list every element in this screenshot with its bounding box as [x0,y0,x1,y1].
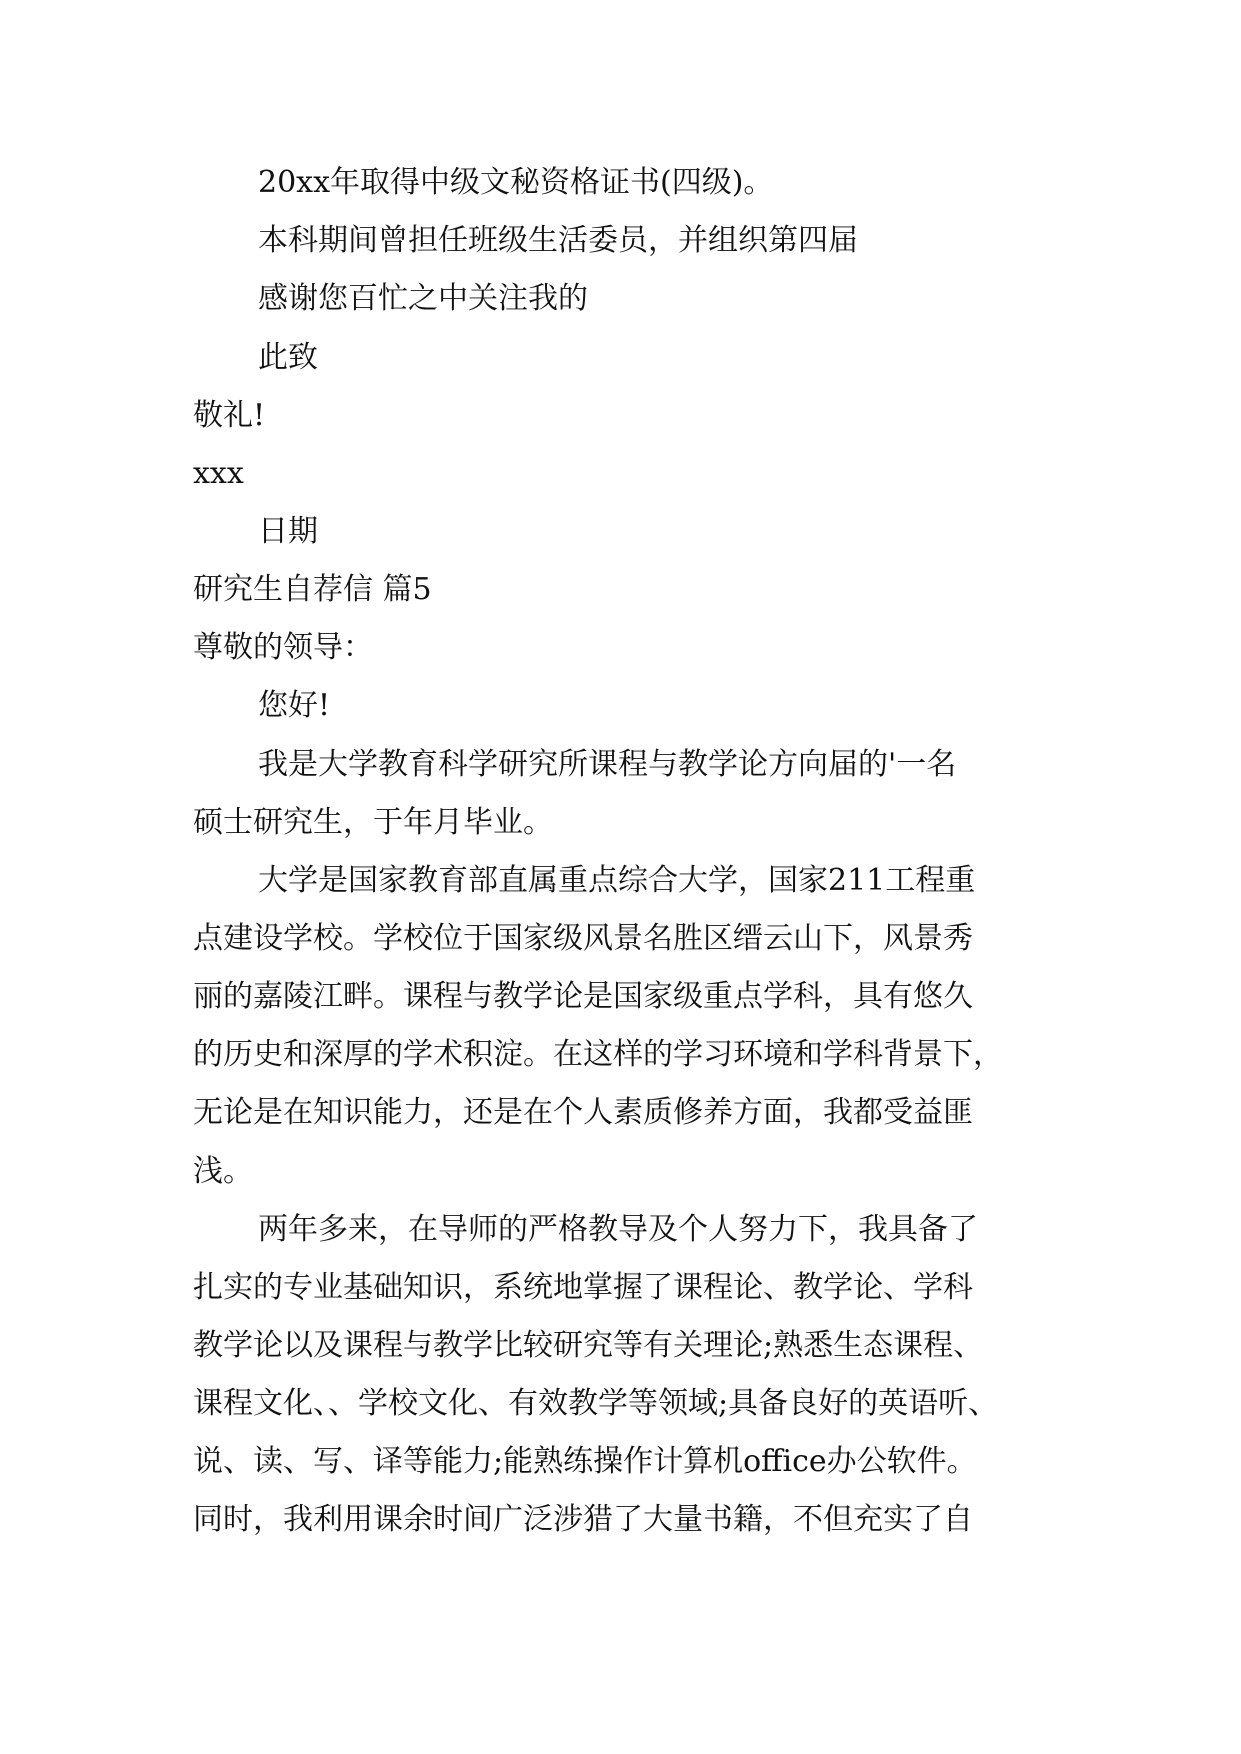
text-line: 的历史和深厚的学术积淀。在这样的学习环境和学科背景下， [193,1037,1003,1072]
text-line: 我是大学教育科学研究所课程与教学论方向届的'一名 [258,747,957,782]
section-heading: 研究生自荐信 篇5 [193,572,432,607]
text-line: 大学是国家教育部直属重点综合大学，国家211工程重 [258,863,976,898]
text-line: 扎实的专业基础知识，系统地掌握了课程论、教学论、学科 [193,1270,973,1305]
text-line: 两年多来，在导师的严格教导及个人努力下，我具备了 [258,1212,978,1247]
text-line: 同时，我利用课余时间广泛涉猎了大量书籍，不但充实了自 [193,1502,973,1537]
text-line: 20xx年取得中级文秘资格证书(四级)。 [258,165,774,200]
text-line: 说、读、写、译等能力;能熟练操作计算机office办公软件。 [193,1444,977,1479]
text-line: 硕士研究生，于年月毕业。 [193,805,553,840]
text-line: 日期 [258,514,318,549]
text-line: 本科期间曾担任班级生活委员，并组织第四届 [258,223,858,258]
text-line: 感谢您百忙之中关注我的 [258,281,588,316]
text-line: 浅。 [193,1154,253,1189]
text-line: 点建设学校。学校位于国家级风景名胜区缙云山下，风景秀 [193,921,973,956]
text-line: 丽的嘉陵江畔。课程与教学论是国家级重点学科，具有悠久 [193,979,973,1014]
salutation: 尊敬的领导： [193,630,373,665]
text-line: 此致 [258,340,318,375]
text-line: 教学论以及课程与教学比较研究等有关理论;熟悉生态课程、 [193,1328,984,1363]
text-line: 无论是在知识能力，还是在个人素质修养方面，我都受益匪 [193,1095,973,1130]
text-line: 课程文化、、学校文化、有效教学等领域;具备良好的英语听、 [193,1386,999,1421]
greeting: 您好! [258,688,331,723]
text-line: 敬礼! [193,398,266,433]
text-line: xxx [193,456,244,491]
